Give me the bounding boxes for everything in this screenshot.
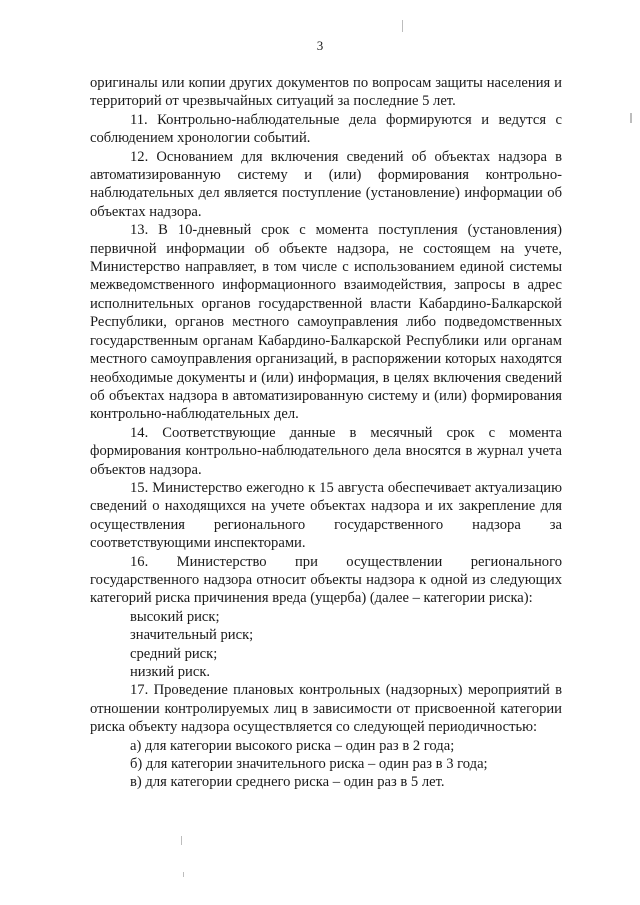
paragraph-15: 15. Министерство ежегодно к 15 августа обеспечивает актуализацию сведений о находящихся на учете объектах надзора и их закрепление для осуществления регионального государственного надзора за соответствующими инспекторами.	[90, 479, 562, 552]
paragraph-12: 12. Основанием для включения сведений об объектах надзора в автоматизированную систему и (или) формирования контрольно-наблюдательных дел является поступление (установление) информации об объектах надзора.	[90, 148, 562, 220]
risk-category-significant: значительный риск;	[130, 627, 254, 644]
paragraph-14: 14. Соответствующие данные в месячный срок с момента формирования контрольно-наблюдательного дела вносятся в журнал учета объектов надзора.	[90, 424, 562, 478]
page-number: 3	[316, 38, 324, 53]
paragraph-11: 11. Контрольно-наблюдательные дела формируются и ведутся с соблюдением хронологии событий.	[90, 111, 562, 147]
scan-artifact	[181, 836, 182, 845]
paragraph-13: 13. В 10-дневный срок с момента поступления (установления) первичной информации об объекте надзора, не состоящем на учете, Министерство направляет, в том числе с использованием единой системы межведомственного информационного взаимодействия, запросы в адрес исполнительных органов государственной власти Кабардино-Балкарской Республики, органов местного самоуправления либо подведомственных государственным органам Кабардино-Балкарской Республики или органам местного самоуправления организаций, в распоряжении которых находятся необходимые документы и (или) информация, в целях включения сведений об объектах надзора в автоматизированную систему и (или) формирования контрольно-наблюдательных дел.	[90, 222, 562, 423]
risk-category-low: низкий риск.	[130, 664, 211, 680]
periodicity-item-b: б) для категории значительного риска – один раз в 3 года;	[130, 756, 488, 773]
risk-category-medium: средний риск;	[130, 645, 218, 662]
document-body	[90, 74, 562, 792]
scan-artifact	[183, 872, 184, 877]
periodicity-item-c: в) для категории среднего риска – один раз в 5 лет.	[130, 774, 445, 791]
paragraph-17: 17. Проведение плановых контрольных (надзорных) мероприятий в отношении контролируемых лиц в зависимости от присвоенной категории риска объекту надзора осуществляется со следующей периодичностью:	[90, 682, 562, 736]
scan-artifact	[630, 113, 632, 123]
paragraph-16: 16. Министерство при осуществлении регионального государственного надзора относит объекты надзора к одной из следующих категорий риска причинения вреда (ущерба) (далее – категории риска):	[90, 553, 562, 607]
risk-category-high: высокий риск;	[130, 608, 220, 625]
periodicity-item-a: а) для категории высокого риска – один раз в 2 года;	[130, 737, 455, 754]
paragraph-continuation: оригиналы или копии других документов по вопросам защиты населения и территорий от чрезвычайных ситуаций за последние 5 лет.	[90, 75, 562, 110]
scan-artifact	[402, 20, 403, 32]
